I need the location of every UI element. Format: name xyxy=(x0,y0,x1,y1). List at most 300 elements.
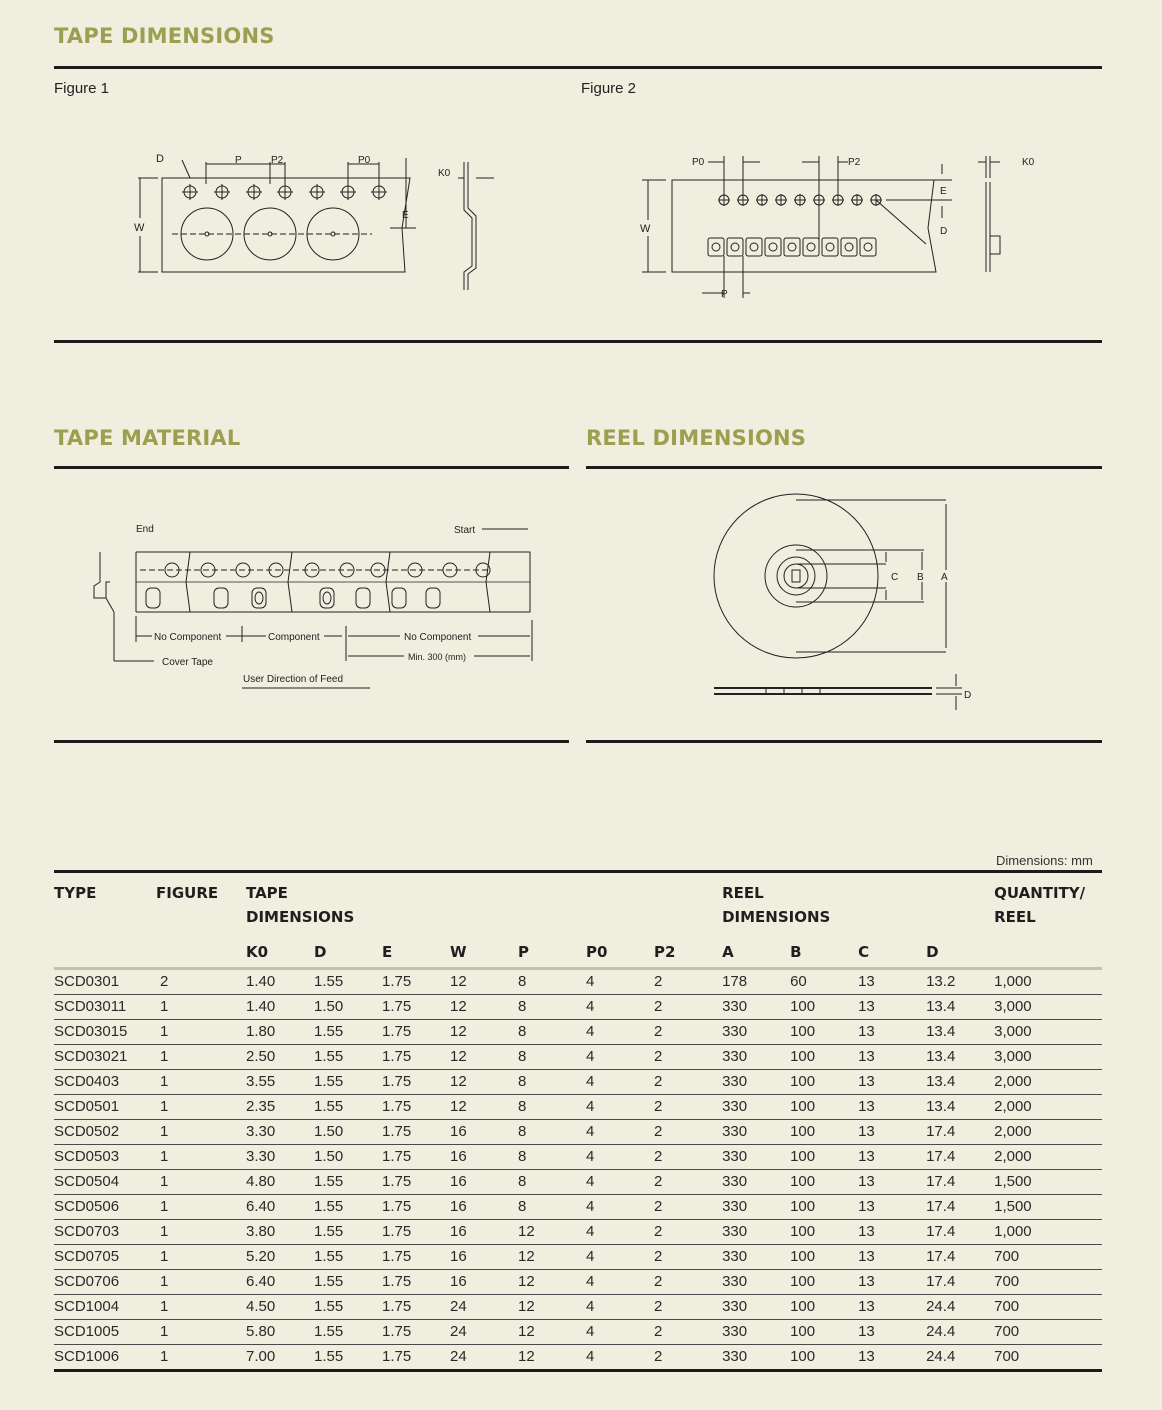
table-cell: 13 xyxy=(858,969,926,995)
table-cell: 330 xyxy=(722,1120,790,1145)
table-cell: 17.4 xyxy=(926,1195,994,1220)
rule-reel-dimensions xyxy=(586,466,1102,469)
dimensions-unit-note: Dimensions: mm xyxy=(996,853,1093,868)
table-cell: 700 xyxy=(994,1245,1102,1270)
table-cell: 2 xyxy=(654,1145,722,1170)
table-row xyxy=(54,1345,1102,1371)
table-cell: 1.55 xyxy=(314,1345,382,1371)
table-cell: 100 xyxy=(790,1170,858,1195)
table-cell: 60 xyxy=(790,969,858,995)
table-cell: 2 xyxy=(654,969,722,995)
table-cell: 24.4 xyxy=(926,1345,994,1371)
table-cell: 13 xyxy=(858,1145,926,1170)
table-cell: 1.55 xyxy=(314,969,382,995)
table-cell: 3,000 xyxy=(994,1045,1102,1070)
table-cell: 100 xyxy=(790,1320,858,1345)
table-cell: 12 xyxy=(518,1270,586,1295)
table-cell: 13.4 xyxy=(926,1095,994,1120)
table-cell: 3,000 xyxy=(994,1020,1102,1045)
table-cell: 16 xyxy=(450,1195,518,1220)
table-cell: 12 xyxy=(450,969,518,995)
table-cell: 1 xyxy=(156,1045,246,1070)
figure-2-label: Figure 2 xyxy=(581,80,637,97)
table-cell: 1 xyxy=(156,1120,246,1145)
table-cell: 1.55 xyxy=(314,1045,382,1070)
table-cell: 2 xyxy=(654,1020,722,1045)
table-cell: 8 xyxy=(518,1095,586,1120)
table-row xyxy=(54,1270,1102,1295)
table-cell: 8 xyxy=(518,1120,586,1145)
table-cell: 330 xyxy=(722,1320,790,1345)
table-cell: 330 xyxy=(722,1095,790,1120)
table-row xyxy=(54,1195,1102,1220)
table-cell: 13 xyxy=(858,1245,926,1270)
table-cell: 1.55 xyxy=(314,1020,382,1045)
table-cell: 4 xyxy=(586,995,654,1020)
table-cell: 2.35 xyxy=(246,1095,314,1120)
table-cell: 8 xyxy=(518,969,586,995)
table-cell: 8 xyxy=(518,1070,586,1095)
figure-1-diagram xyxy=(120,148,510,298)
table-cell: 4 xyxy=(586,1345,654,1371)
section-title-tape-dimensions: TAPE DIMENSIONS xyxy=(54,24,275,48)
reel-label-b: B xyxy=(917,572,924,583)
table-cell: 2 xyxy=(654,1195,722,1220)
table-cell: 2 xyxy=(654,1070,722,1095)
table-cell: 4 xyxy=(586,1170,654,1195)
rule-tape-material xyxy=(54,466,569,469)
table-row xyxy=(54,1020,1102,1045)
label-cover-tape: Cover Tape xyxy=(162,657,213,668)
table-row xyxy=(54,1320,1102,1345)
fig2-label-p2: P2 xyxy=(848,157,861,168)
table-cell: 12 xyxy=(518,1295,586,1320)
table-cell: 16 xyxy=(450,1120,518,1145)
label-start: Start xyxy=(454,525,476,536)
subheader-b: B xyxy=(790,937,858,969)
table-cell: 1.55 xyxy=(314,1195,382,1220)
table-cell: 2 xyxy=(654,1095,722,1120)
table-cell: 700 xyxy=(994,1295,1102,1320)
table-cell: 17.4 xyxy=(926,1220,994,1245)
type-cell: SCD03011 xyxy=(54,995,156,1020)
table-cell: 7.00 xyxy=(246,1345,314,1371)
table-cell: 13.4 xyxy=(926,1020,994,1045)
table-cell: 24 xyxy=(450,1295,518,1320)
section-title-tape-material: TAPE MATERIAL xyxy=(54,426,241,450)
table-cell: 3,000 xyxy=(994,995,1102,1020)
table-row xyxy=(54,1245,1102,1270)
table-cell: 1.75 xyxy=(382,1070,450,1095)
table-cell: 1 xyxy=(156,1145,246,1170)
table-cell: 13 xyxy=(858,995,926,1020)
table-cell: 330 xyxy=(722,1020,790,1045)
subheader-e: E xyxy=(382,937,450,969)
table-cell: 1.75 xyxy=(382,1245,450,1270)
table-cell: 330 xyxy=(722,1245,790,1270)
table-cell: 2,000 xyxy=(994,1120,1102,1145)
table-cell: 100 xyxy=(790,1245,858,1270)
table-cell: 330 xyxy=(722,1270,790,1295)
table-cell: 2.50 xyxy=(246,1045,314,1070)
table-cell: 330 xyxy=(722,1195,790,1220)
table-cell: 24.4 xyxy=(926,1320,994,1345)
table-cell: 1.55 xyxy=(314,1170,382,1195)
table-cell: 13 xyxy=(858,1120,926,1145)
table-cell: 4 xyxy=(586,969,654,995)
table-cell: 330 xyxy=(722,1045,790,1070)
table-cell: 1 xyxy=(156,1270,246,1295)
table-cell: 1 xyxy=(156,1220,246,1245)
table-cell: 1 xyxy=(156,1170,246,1195)
table-row xyxy=(54,1120,1102,1145)
table-cell: 1 xyxy=(156,1195,246,1220)
table-cell: 1.55 xyxy=(314,1095,382,1120)
table-cell: 1.40 xyxy=(246,995,314,1020)
table-cell: 5.80 xyxy=(246,1320,314,1345)
subheader-c: C xyxy=(858,937,926,969)
table-cell: 4 xyxy=(586,1020,654,1045)
table-cell: 12 xyxy=(450,1095,518,1120)
table-cell: 4 xyxy=(586,1120,654,1145)
header-reel-dimensions: REEL DIMENSIONS xyxy=(722,872,994,938)
table-cell: 16 xyxy=(450,1245,518,1270)
table-cell: 100 xyxy=(790,1070,858,1095)
table-body xyxy=(54,969,1102,1371)
table-cell: 1.55 xyxy=(314,1220,382,1245)
spec-table xyxy=(54,870,1102,1372)
table-cell: 17.4 xyxy=(926,1270,994,1295)
table-header-row xyxy=(54,872,1102,938)
table-cell: 17.4 xyxy=(926,1120,994,1145)
rule-top xyxy=(54,66,1102,69)
table-cell: 17.4 xyxy=(926,1145,994,1170)
table-cell: 1.75 xyxy=(382,1170,450,1195)
table-cell: 2 xyxy=(654,1220,722,1245)
table-cell: 4 xyxy=(586,1095,654,1120)
table-cell: 4 xyxy=(586,1270,654,1295)
table-cell: 13.2 xyxy=(926,969,994,995)
label-feed-direction: User Direction of Feed xyxy=(243,674,344,685)
table-cell: 100 xyxy=(790,1020,858,1045)
table-row xyxy=(54,1220,1102,1245)
table-cell: 13 xyxy=(858,1045,926,1070)
table-cell: 8 xyxy=(518,995,586,1020)
table-cell: 2 xyxy=(156,969,246,995)
table-cell: 1.75 xyxy=(382,969,450,995)
table-cell: 1.75 xyxy=(382,1295,450,1320)
table-cell: 12 xyxy=(518,1220,586,1245)
fig2-label-e: E xyxy=(940,186,947,197)
header-figure: FIGURE xyxy=(156,872,246,938)
reel-label-d: D xyxy=(964,690,972,701)
table-cell: 330 xyxy=(722,995,790,1020)
table-cell: 12 xyxy=(518,1320,586,1345)
table-cell: 1 xyxy=(156,1095,246,1120)
table-cell: 100 xyxy=(790,1095,858,1120)
subheader-p2: P2 xyxy=(654,937,722,969)
table-cell: 12 xyxy=(450,995,518,1020)
header-quantity-per-reel: QUANTITY/ REEL xyxy=(994,872,1102,938)
table-cell: 13 xyxy=(858,1220,926,1245)
table-cell: 330 xyxy=(722,1145,790,1170)
label-no-component-1: No Component xyxy=(154,632,222,643)
table-cell: 13 xyxy=(858,1020,926,1045)
fig1-label-p2: P2 xyxy=(271,155,284,166)
table-subheader-row xyxy=(54,937,1102,969)
table-cell: 4.50 xyxy=(246,1295,314,1320)
table-cell: 8 xyxy=(518,1020,586,1045)
table-cell: 8 xyxy=(518,1170,586,1195)
table-cell: 13 xyxy=(858,1195,926,1220)
table-cell: 16 xyxy=(450,1170,518,1195)
table-row xyxy=(54,969,1102,995)
table-cell: 4 xyxy=(586,1220,654,1245)
table-cell: 13.4 xyxy=(926,1045,994,1070)
table-cell: 1.40 xyxy=(246,969,314,995)
table-cell: 1.50 xyxy=(314,1120,382,1145)
table-cell: 1.75 xyxy=(382,1045,450,1070)
table-cell: 1.75 xyxy=(382,1345,450,1371)
table-cell: 12 xyxy=(518,1345,586,1371)
table-cell: 8 xyxy=(518,1145,586,1170)
reel-diagram xyxy=(700,494,1000,724)
table-cell: 700 xyxy=(994,1345,1102,1371)
table-row xyxy=(54,1095,1102,1120)
table-cell: 8 xyxy=(518,1045,586,1070)
table-cell: 2 xyxy=(654,1045,722,1070)
table-cell: 1.75 xyxy=(382,1120,450,1145)
rule-tape-material-bottom xyxy=(54,740,569,743)
table-cell: 2,000 xyxy=(994,1070,1102,1095)
subheader-w: W xyxy=(450,937,518,969)
table-cell: 1.55 xyxy=(314,1320,382,1345)
table-cell: 13 xyxy=(858,1295,926,1320)
table-cell: 330 xyxy=(722,1070,790,1095)
table-cell: 13 xyxy=(858,1095,926,1120)
type-cell: SCD1004 xyxy=(54,1295,156,1320)
type-cell: SCD1006 xyxy=(54,1345,156,1371)
label-component: Component xyxy=(268,632,320,643)
table-cell: 12 xyxy=(450,1070,518,1095)
table-cell: 1.50 xyxy=(314,995,382,1020)
fig2-label-d: D xyxy=(940,226,948,237)
table-cell: 4 xyxy=(586,1295,654,1320)
type-cell: SCD0301 xyxy=(54,969,156,995)
table-cell: 330 xyxy=(722,1220,790,1245)
table-cell: 13 xyxy=(858,1070,926,1095)
label-no-component-2: No Component xyxy=(404,632,472,643)
type-cell: SCD1005 xyxy=(54,1320,156,1345)
section-title-reel-dimensions: REEL DIMENSIONS xyxy=(586,426,807,450)
subheader-a: A xyxy=(722,937,790,969)
table-cell: 12 xyxy=(518,1245,586,1270)
table-cell: 100 xyxy=(790,1045,858,1070)
table-cell: 100 xyxy=(790,1195,858,1220)
table-cell: 1 xyxy=(156,1295,246,1320)
table-cell: 1 xyxy=(156,1020,246,1045)
table-cell: 1.75 xyxy=(382,1145,450,1170)
table-row xyxy=(54,1170,1102,1195)
table-cell: 100 xyxy=(790,1145,858,1170)
table-cell: 330 xyxy=(722,1295,790,1320)
table-cell: 1.55 xyxy=(314,1070,382,1095)
fig2-label-w: W xyxy=(640,223,651,235)
subheader-d: D xyxy=(314,937,382,969)
header-type: TYPE xyxy=(54,872,156,938)
reel-label-c: C xyxy=(891,572,899,583)
table-cell: 24 xyxy=(450,1320,518,1345)
table-cell: 17.4 xyxy=(926,1245,994,1270)
table-row xyxy=(54,1045,1102,1070)
fig1-label-e: E xyxy=(402,210,409,221)
table-cell: 1.55 xyxy=(314,1295,382,1320)
label-end: End xyxy=(136,524,154,535)
fig1-label-d: D xyxy=(156,153,164,165)
table-cell: 2 xyxy=(654,1345,722,1371)
table-cell: 100 xyxy=(790,995,858,1020)
table-cell: 2 xyxy=(654,1320,722,1345)
table-cell: 5.20 xyxy=(246,1245,314,1270)
table-cell: 1,000 xyxy=(994,969,1102,995)
table-cell: 4 xyxy=(586,1045,654,1070)
table-cell: 700 xyxy=(994,1270,1102,1295)
table-cell: 16 xyxy=(450,1270,518,1295)
table-cell: 13 xyxy=(858,1170,926,1195)
table-cell: 1 xyxy=(156,1245,246,1270)
table-cell: 24 xyxy=(450,1345,518,1371)
table-cell: 2 xyxy=(654,1120,722,1145)
table-row xyxy=(54,995,1102,1020)
rule-reel-bottom xyxy=(586,740,1102,743)
table-row xyxy=(54,1145,1102,1170)
type-cell: SCD0502 xyxy=(54,1120,156,1145)
subheader-k0: K0 xyxy=(246,937,314,969)
table-cell: 2 xyxy=(654,1295,722,1320)
table-cell: 100 xyxy=(790,1270,858,1295)
table-cell: 2 xyxy=(654,1170,722,1195)
table-cell: 178 xyxy=(722,969,790,995)
table-cell: 6.40 xyxy=(246,1195,314,1220)
fig2-label-p0: P0 xyxy=(692,157,705,168)
table-cell: 1 xyxy=(156,1070,246,1095)
type-cell: SCD0705 xyxy=(54,1245,156,1270)
table-cell: 330 xyxy=(722,1345,790,1371)
table-row xyxy=(54,1295,1102,1320)
type-cell: SCD03015 xyxy=(54,1020,156,1045)
table-cell: 2,000 xyxy=(994,1095,1102,1120)
table-cell: 13 xyxy=(858,1320,926,1345)
table-cell: 1.75 xyxy=(382,1220,450,1245)
table-cell: 8 xyxy=(518,1195,586,1220)
fig1-label-p0: P0 xyxy=(358,155,371,166)
table-cell: 3.80 xyxy=(246,1220,314,1245)
table-cell: 17.4 xyxy=(926,1170,994,1195)
table-cell: 1 xyxy=(156,995,246,1020)
table-cell: 16 xyxy=(450,1220,518,1245)
table-cell: 1.55 xyxy=(314,1245,382,1270)
table-cell: 4 xyxy=(586,1245,654,1270)
table-row xyxy=(54,1070,1102,1095)
table-cell: 1.55 xyxy=(314,1270,382,1295)
table-cell: 1.75 xyxy=(382,995,450,1020)
table-cell: 1,500 xyxy=(994,1170,1102,1195)
tape-material-diagram xyxy=(80,516,550,696)
table-cell: 1,500 xyxy=(994,1195,1102,1220)
table-cell: 24.4 xyxy=(926,1295,994,1320)
header-tape-dimensions: TAPE DIMENSIONS xyxy=(246,872,722,938)
table-cell: 2 xyxy=(654,1245,722,1270)
table-cell: 700 xyxy=(994,1320,1102,1345)
fig2-label-p: P xyxy=(721,289,728,300)
fig1-label-p: P xyxy=(235,155,242,166)
type-cell: SCD0504 xyxy=(54,1170,156,1195)
figure-1-label: Figure 1 xyxy=(54,80,110,97)
table-cell: 1 xyxy=(156,1345,246,1371)
type-cell: SCD0503 xyxy=(54,1145,156,1170)
table-cell: 16 xyxy=(450,1145,518,1170)
table-cell: 1.75 xyxy=(382,1020,450,1045)
table-cell: 1.75 xyxy=(382,1095,450,1120)
table-cell: 100 xyxy=(790,1120,858,1145)
table-cell: 13 xyxy=(858,1270,926,1295)
table-cell: 3.30 xyxy=(246,1120,314,1145)
table-cell: 1,000 xyxy=(994,1220,1102,1245)
type-cell: SCD0703 xyxy=(54,1220,156,1245)
table-cell: 2 xyxy=(654,995,722,1020)
reel-label-a: A xyxy=(941,572,948,583)
table-cell: 2,000 xyxy=(994,1145,1102,1170)
subheader-p: P xyxy=(518,937,586,969)
subheader-reel-d: D xyxy=(926,937,994,969)
table-cell: 4 xyxy=(586,1145,654,1170)
subheader-p0: P0 xyxy=(586,937,654,969)
type-cell: SCD0403 xyxy=(54,1070,156,1095)
table-cell: 13.4 xyxy=(926,1070,994,1095)
table-cell: 100 xyxy=(790,1220,858,1245)
table-cell: 4 xyxy=(586,1070,654,1095)
table-cell: 4 xyxy=(586,1195,654,1220)
table-cell: 3.55 xyxy=(246,1070,314,1095)
table-cell: 12 xyxy=(450,1020,518,1045)
figure-2-diagram xyxy=(636,148,1056,308)
fig1-label-k0: K0 xyxy=(438,168,451,179)
table-cell: 1 xyxy=(156,1320,246,1345)
table-cell: 100 xyxy=(790,1295,858,1320)
type-cell: SCD03021 xyxy=(54,1045,156,1070)
type-cell: SCD0506 xyxy=(54,1195,156,1220)
table-cell: 4.80 xyxy=(246,1170,314,1195)
table-cell: 3.30 xyxy=(246,1145,314,1170)
fig1-label-w: W xyxy=(134,222,145,234)
table-cell: 12 xyxy=(450,1045,518,1070)
type-cell: SCD0501 xyxy=(54,1095,156,1120)
table-cell: 13.4 xyxy=(926,995,994,1020)
fig2-label-k0: K0 xyxy=(1022,157,1035,168)
table-cell: 1.50 xyxy=(314,1145,382,1170)
table-cell: 4 xyxy=(586,1320,654,1345)
table-cell: 330 xyxy=(722,1170,790,1195)
table-cell: 1.80 xyxy=(246,1020,314,1045)
table-cell: 6.40 xyxy=(246,1270,314,1295)
table-cell: 13 xyxy=(858,1345,926,1371)
table-cell: 1.75 xyxy=(382,1320,450,1345)
table-cell: 1.75 xyxy=(382,1195,450,1220)
table-cell: 100 xyxy=(790,1345,858,1371)
table-cell: 2 xyxy=(654,1270,722,1295)
type-cell: SCD0706 xyxy=(54,1270,156,1295)
rule-mid xyxy=(54,340,1102,343)
